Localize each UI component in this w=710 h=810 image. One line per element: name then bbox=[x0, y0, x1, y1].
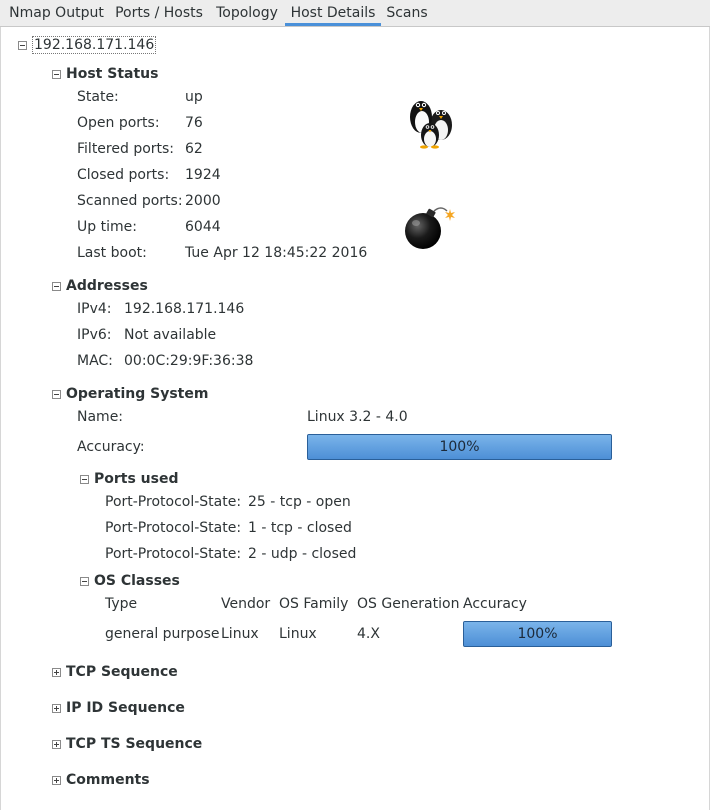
filtered-ports-label: Filtered ports: bbox=[77, 141, 175, 157]
port-protocol-state-label: Port-Protocol-State: bbox=[105, 494, 242, 510]
port-protocol-state-value: 25 - tcp - open bbox=[248, 494, 351, 510]
collapse-host-status-toggle[interactable] bbox=[52, 70, 61, 79]
mac-value: 00:0C:29:9F:36:38 bbox=[124, 353, 254, 369]
os-classes-col-family: OS Family bbox=[279, 596, 349, 612]
os-accuracy-text: 100% bbox=[439, 439, 480, 455]
os-class-accuracy-text: 100% bbox=[517, 626, 558, 642]
last-boot-label: Last boot: bbox=[77, 245, 147, 261]
ipv6-value: Not available bbox=[124, 327, 217, 343]
tcp-ts-sequence-header[interactable]: TCP TS Sequence bbox=[66, 736, 203, 752]
ipv6-label: IPv6: bbox=[77, 327, 112, 343]
os-classes-col-type: Type bbox=[105, 596, 138, 612]
scanned-ports-label: Scanned ports: bbox=[77, 193, 183, 209]
ports-used-header: Ports used bbox=[94, 471, 179, 487]
open-ports-value: 76 bbox=[185, 115, 203, 131]
os-name-value: Linux 3.2 - 4.0 bbox=[307, 409, 408, 425]
comments-header[interactable]: Comments bbox=[66, 772, 150, 788]
host-ip-label: 192.168.171.146 bbox=[34, 37, 155, 53]
state-value: up bbox=[185, 89, 203, 105]
closed-ports-label: Closed ports: bbox=[77, 167, 170, 183]
collapse-os-classes-toggle[interactable] bbox=[80, 577, 89, 586]
open-ports-label: Open ports: bbox=[77, 115, 160, 131]
os-class-type: general purpose bbox=[105, 626, 220, 642]
expand-comments-toggle[interactable] bbox=[52, 776, 61, 785]
closed-ports-value: 1924 bbox=[185, 167, 221, 183]
ipv4-label: IPv4: bbox=[77, 301, 112, 317]
state-label: State: bbox=[77, 89, 119, 105]
host-status-header: Host Status bbox=[66, 66, 159, 82]
os-classes-col-generation: OS Generation bbox=[357, 596, 460, 612]
host-ip-node[interactable] bbox=[32, 37, 156, 53]
os-classes-header: OS Classes bbox=[94, 573, 180, 589]
expand-tcp-ts-sequence-toggle[interactable] bbox=[52, 740, 61, 749]
up-time-value: 6044 bbox=[185, 219, 221, 235]
os-class-vendor: Linux bbox=[221, 626, 259, 642]
os-classes-col-vendor: Vendor bbox=[221, 596, 271, 612]
collapse-os-toggle[interactable] bbox=[52, 390, 61, 399]
os-accuracy-progress-bar bbox=[307, 434, 612, 460]
expand-ip-id-sequence-toggle[interactable] bbox=[52, 704, 61, 713]
addresses-header: Addresses bbox=[66, 278, 148, 294]
filtered-ports-value: 62 bbox=[185, 141, 203, 157]
os-class-family: Linux bbox=[279, 626, 317, 642]
host-details-panel bbox=[0, 27, 710, 810]
port-protocol-state-value: 1 - tcp - closed bbox=[248, 520, 352, 536]
ipv4-value: 192.168.171.146 bbox=[124, 301, 245, 317]
os-class-generation: 4.X bbox=[357, 626, 380, 642]
tcp-sequence-header[interactable]: TCP Sequence bbox=[66, 664, 178, 680]
tab-ports-hosts[interactable]: Ports / Hosts bbox=[115, 5, 203, 21]
os-class-accuracy-progress-bar bbox=[463, 621, 612, 647]
notebook-tabs bbox=[0, 0, 710, 27]
collapse-host-toggle[interactable] bbox=[18, 41, 27, 50]
ip-id-sequence-header[interactable]: IP ID Sequence bbox=[66, 700, 185, 716]
operating-system-header: Operating System bbox=[66, 386, 209, 402]
tab-scans[interactable]: Scans bbox=[386, 5, 428, 21]
mac-label: MAC: bbox=[77, 353, 113, 369]
bomb-icon bbox=[403, 203, 457, 251]
collapse-ports-used-toggle[interactable] bbox=[80, 475, 89, 484]
os-classes-col-accuracy: Accuracy bbox=[463, 596, 527, 612]
collapse-addresses-toggle[interactable] bbox=[52, 282, 61, 291]
os-accuracy-label: Accuracy: bbox=[77, 439, 145, 455]
port-protocol-state-label: Port-Protocol-State: bbox=[105, 546, 242, 562]
linux-penguins-icon bbox=[405, 97, 457, 149]
tab-nmap-output[interactable]: Nmap Output bbox=[9, 5, 104, 21]
expand-tcp-sequence-toggle[interactable] bbox=[52, 668, 61, 677]
tab-host-details[interactable]: Host Details bbox=[285, 0, 381, 26]
os-name-label: Name: bbox=[77, 409, 124, 425]
scanned-ports-value: 2000 bbox=[185, 193, 221, 209]
port-protocol-state-value: 2 - udp - closed bbox=[248, 546, 357, 562]
port-protocol-state-label: Port-Protocol-State: bbox=[105, 520, 242, 536]
up-time-label: Up time: bbox=[77, 219, 137, 235]
last-boot-value: Tue Apr 12 18:45:22 2016 bbox=[185, 245, 368, 261]
tab-topology[interactable]: Topology bbox=[216, 5, 278, 21]
